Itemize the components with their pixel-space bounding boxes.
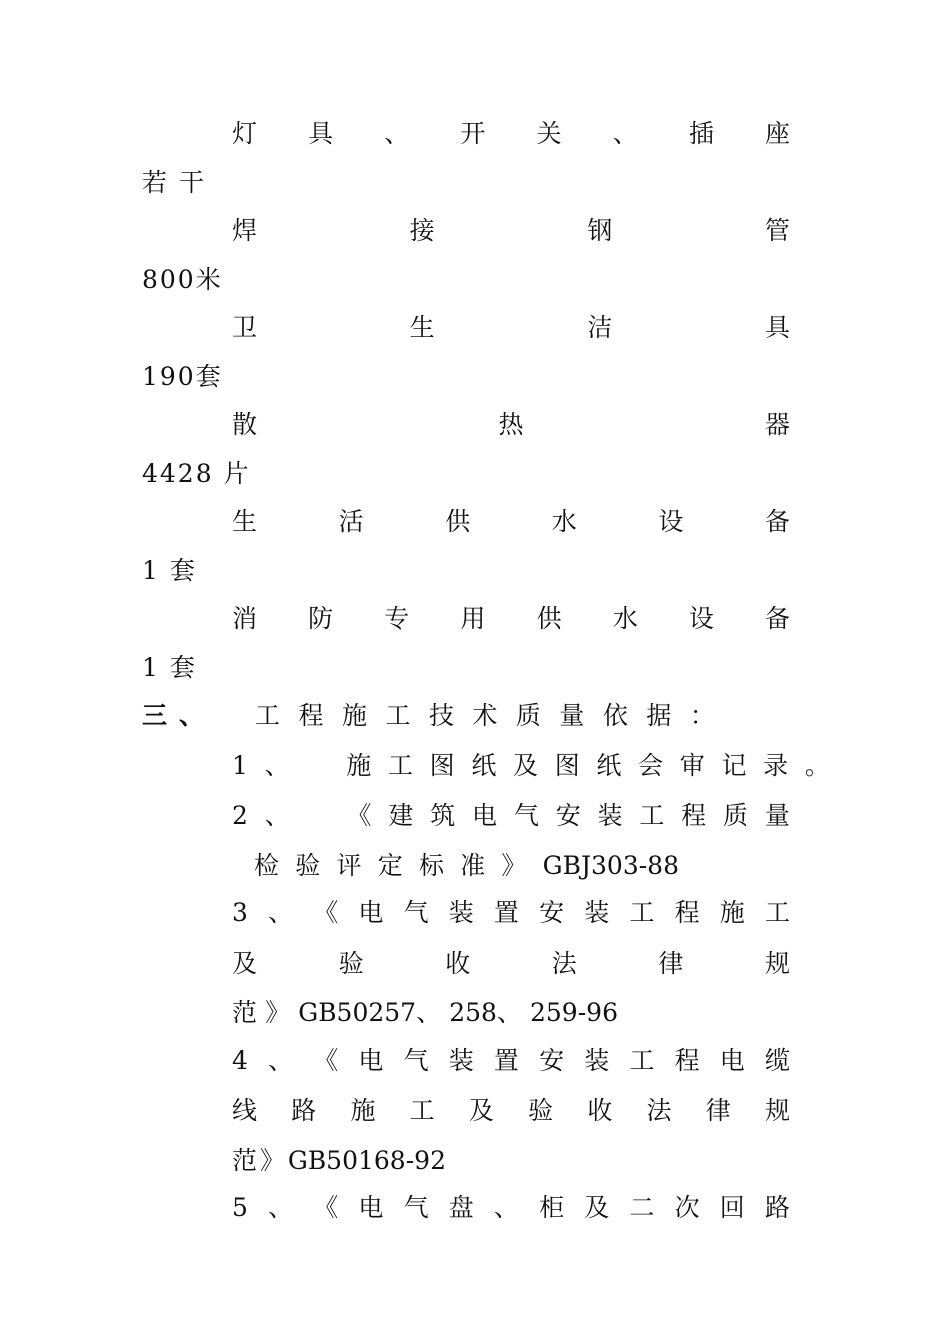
char: 4 bbox=[232, 1046, 248, 1075]
char: 二 bbox=[629, 1193, 655, 1222]
char: 》 bbox=[501, 851, 527, 880]
list-item-1 bbox=[232, 751, 830, 781]
char: 电 bbox=[358, 1046, 384, 1075]
char: 规 bbox=[764, 949, 790, 978]
char: 生 bbox=[232, 507, 258, 536]
char: 置 bbox=[493, 1046, 519, 1075]
char: 插 bbox=[688, 119, 714, 148]
char: 座 bbox=[764, 119, 790, 148]
char: 、 bbox=[178, 701, 204, 730]
material-name-row bbox=[232, 119, 790, 149]
list-item-5 bbox=[232, 1193, 790, 1223]
char: 5 bbox=[232, 1193, 248, 1222]
char: 、 bbox=[268, 1193, 294, 1222]
char: 、 bbox=[268, 1046, 294, 1075]
section-number bbox=[142, 701, 204, 731]
char: 施 bbox=[341, 701, 367, 730]
char: 气 bbox=[403, 1193, 429, 1222]
char: 路 bbox=[764, 1193, 790, 1222]
list-item-3-continuation bbox=[232, 998, 618, 1028]
char: 《 bbox=[313, 1046, 339, 1075]
material-qty: 1 套 bbox=[142, 653, 197, 682]
char: 缆 bbox=[764, 1046, 790, 1075]
material-qty: 4428 片 bbox=[142, 459, 251, 488]
material-name-row bbox=[232, 313, 790, 343]
list-item-4 bbox=[232, 1046, 790, 1076]
char: 标 bbox=[418, 851, 444, 880]
char: 验 bbox=[338, 949, 364, 978]
char: 电 bbox=[719, 1046, 745, 1075]
char: 工 bbox=[255, 701, 281, 730]
char: 水 bbox=[612, 604, 638, 633]
char: 用 bbox=[460, 604, 486, 633]
material-qty: 若 干 bbox=[142, 168, 206, 197]
char: 专 bbox=[384, 604, 410, 633]
standard-code: 259-96 bbox=[530, 998, 618, 1027]
char: 线 bbox=[232, 1096, 258, 1125]
material-qty: 800米 bbox=[142, 265, 223, 294]
char: 备 bbox=[764, 507, 790, 536]
char: 及 bbox=[584, 1193, 610, 1222]
char: 纸 bbox=[471, 751, 497, 780]
char: 施 bbox=[346, 751, 372, 780]
char: 供 bbox=[536, 604, 562, 633]
section-title bbox=[255, 701, 715, 731]
char: 路 bbox=[291, 1096, 317, 1125]
char: 记 bbox=[721, 751, 747, 780]
char: 1 bbox=[232, 751, 248, 780]
char: 焊 bbox=[232, 216, 258, 245]
standard-code: GB50257、 bbox=[298, 998, 442, 1027]
char: 准 bbox=[460, 851, 486, 880]
list-item-4-continuation bbox=[232, 1146, 446, 1176]
char: 程 bbox=[298, 701, 324, 730]
char: 律 bbox=[658, 949, 684, 978]
char: 热 bbox=[498, 410, 524, 439]
char: 技 bbox=[428, 701, 454, 730]
char: 安 bbox=[539, 1046, 565, 1075]
char: 、 bbox=[493, 1193, 519, 1222]
char: 设 bbox=[688, 604, 714, 633]
char: 《 bbox=[346, 801, 372, 830]
char: 安 bbox=[555, 801, 581, 830]
char: 工 bbox=[409, 1096, 435, 1125]
char: 工 bbox=[629, 1046, 655, 1075]
char: 质 bbox=[515, 701, 541, 730]
char: 装 bbox=[584, 898, 610, 927]
standard-code: GBJ303-88 bbox=[542, 851, 679, 880]
char: 、 bbox=[612, 119, 638, 148]
char: 图 bbox=[429, 751, 455, 780]
char: 量 bbox=[559, 701, 585, 730]
char: 程 bbox=[674, 898, 700, 927]
char: 验 bbox=[528, 1096, 554, 1125]
char: 设 bbox=[658, 507, 684, 536]
char: 建 bbox=[388, 801, 414, 830]
char: 纸 bbox=[596, 751, 622, 780]
list-item-4-continuation bbox=[232, 1096, 790, 1126]
list-item-3 bbox=[232, 898, 790, 928]
char: 据 bbox=[646, 701, 672, 730]
char: 律 bbox=[705, 1096, 731, 1125]
material-name-row bbox=[232, 216, 790, 246]
char: 、 bbox=[268, 898, 294, 927]
char: 灯 bbox=[232, 119, 258, 148]
char: 工 bbox=[639, 801, 665, 830]
char: 次 bbox=[674, 1193, 700, 1222]
standard-code: GB50168-92 bbox=[287, 1146, 446, 1175]
char: 2 bbox=[232, 801, 248, 830]
char: 接 bbox=[409, 216, 435, 245]
char: 电 bbox=[358, 1193, 384, 1222]
char: 管 bbox=[764, 216, 790, 245]
char: 术 bbox=[472, 701, 498, 730]
char: 评 bbox=[336, 851, 362, 880]
char: 施 bbox=[719, 898, 745, 927]
char: 水 bbox=[551, 507, 577, 536]
char: 收 bbox=[445, 949, 471, 978]
char: 工 bbox=[387, 751, 413, 780]
char: 审 bbox=[679, 751, 705, 780]
char: 规 bbox=[764, 1096, 790, 1125]
char: 盘 bbox=[448, 1193, 474, 1222]
list-item-2 bbox=[232, 801, 790, 831]
char: 《 bbox=[313, 1193, 339, 1222]
char: 量 bbox=[764, 801, 790, 830]
char: 开 bbox=[460, 119, 486, 148]
char: 备 bbox=[764, 604, 790, 633]
material-name-row bbox=[232, 604, 790, 634]
char: 钢 bbox=[587, 216, 613, 245]
char: 定 bbox=[377, 851, 403, 880]
char: 《 bbox=[313, 898, 339, 927]
char: 范 bbox=[232, 998, 258, 1027]
char: 三 bbox=[142, 701, 168, 730]
char: 。 bbox=[804, 751, 830, 780]
char: 程 bbox=[681, 801, 707, 830]
char: 录 bbox=[763, 751, 789, 780]
char: 散 bbox=[232, 410, 258, 439]
char: 卫 bbox=[232, 313, 258, 342]
char: 装 bbox=[448, 898, 474, 927]
char: 会 bbox=[638, 751, 664, 780]
char: 回 bbox=[719, 1193, 745, 1222]
char: 图 bbox=[554, 751, 580, 780]
char: 安 bbox=[539, 898, 565, 927]
char: 生 bbox=[409, 313, 435, 342]
char: 程 bbox=[674, 1046, 700, 1075]
char: 具 bbox=[308, 119, 334, 148]
char: 》 bbox=[259, 1146, 285, 1175]
char: 气 bbox=[513, 801, 539, 830]
char: 防 bbox=[308, 604, 334, 633]
char: 收 bbox=[587, 1096, 613, 1125]
char: 置 bbox=[493, 898, 519, 927]
char: 工 bbox=[629, 898, 655, 927]
char: 及 bbox=[232, 949, 258, 978]
char: 柜 bbox=[539, 1193, 565, 1222]
char: 洁 bbox=[587, 313, 613, 342]
char: 供 bbox=[445, 507, 471, 536]
char: 装 bbox=[584, 1046, 610, 1075]
char: 电 bbox=[472, 801, 498, 830]
char: 施 bbox=[350, 1096, 376, 1125]
char: 及 bbox=[513, 751, 539, 780]
char: 》 bbox=[265, 998, 291, 1027]
char: 消 bbox=[232, 604, 258, 633]
char: 关 bbox=[536, 119, 562, 148]
char: 、 bbox=[264, 801, 290, 830]
char: ： bbox=[689, 701, 715, 730]
char: 工 bbox=[385, 701, 411, 730]
material-qty: 190套 bbox=[142, 362, 223, 391]
char: 气 bbox=[403, 898, 429, 927]
material-name-row bbox=[232, 507, 790, 537]
char: 法 bbox=[646, 1096, 672, 1125]
material-qty: 1 套 bbox=[142, 556, 197, 585]
char: 质 bbox=[723, 801, 749, 830]
char: 检 bbox=[254, 851, 280, 880]
char: 、 bbox=[384, 119, 410, 148]
char: 3 bbox=[232, 898, 248, 927]
char: 器 bbox=[764, 410, 790, 439]
char: 工 bbox=[764, 898, 790, 927]
char: 电 bbox=[358, 898, 384, 927]
char: 活 bbox=[338, 507, 364, 536]
char: 及 bbox=[468, 1096, 494, 1125]
char: 范 bbox=[232, 1146, 258, 1175]
char: 气 bbox=[403, 1046, 429, 1075]
standard-code: 258、 bbox=[449, 998, 522, 1027]
char: 具 bbox=[764, 313, 790, 342]
material-name-row bbox=[232, 410, 790, 440]
char: 验 bbox=[295, 851, 321, 880]
char: 装 bbox=[597, 801, 623, 830]
list-item-3-continuation bbox=[232, 949, 790, 979]
char: 法 bbox=[551, 949, 577, 978]
list-item-2-continuation bbox=[254, 851, 679, 881]
char: 装 bbox=[448, 1046, 474, 1075]
char: 依 bbox=[602, 701, 628, 730]
char: 、 bbox=[264, 751, 290, 780]
char: 筑 bbox=[430, 801, 456, 830]
